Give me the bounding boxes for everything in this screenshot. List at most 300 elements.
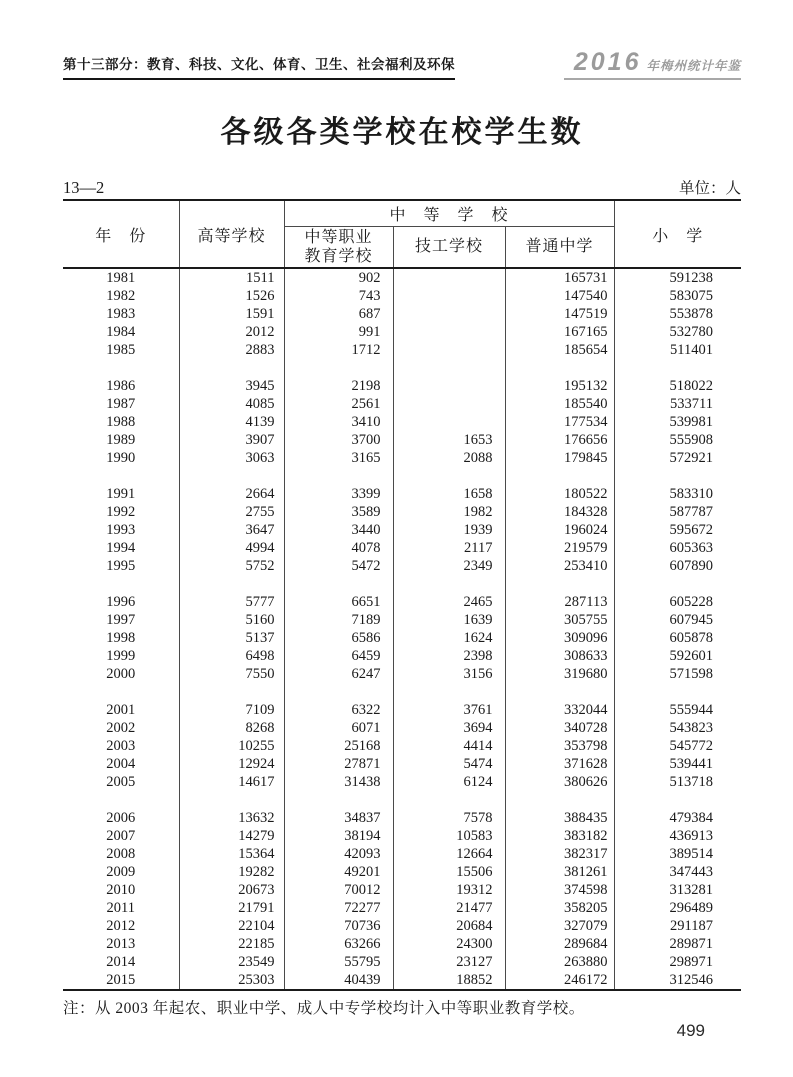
empty-cell	[179, 359, 284, 377]
value-cell: 7189	[284, 611, 393, 629]
value-cell: 3156	[393, 665, 505, 683]
year-cell: 2005	[63, 773, 179, 791]
value-cell: 7109	[179, 701, 284, 719]
value-cell: 6498	[179, 647, 284, 665]
value-cell: 12924	[179, 755, 284, 773]
year-cell: 2008	[63, 845, 179, 863]
year-cell: 1981	[63, 268, 179, 287]
group-separator-row	[63, 359, 741, 377]
value-cell: 55795	[284, 953, 393, 971]
col-header-regular-secondary: 普通中学	[505, 226, 614, 268]
value-cell: 24300	[393, 935, 505, 953]
table-row	[63, 953, 741, 971]
year-cell: 1986	[63, 377, 179, 395]
value-cell: 3907	[179, 431, 284, 449]
value-cell: 555944	[669, 702, 714, 718]
value-cell: 327079	[505, 917, 614, 935]
value-cell: 309096	[505, 629, 614, 647]
group-separator-row	[63, 575, 741, 593]
table-row	[63, 917, 741, 935]
value-cell: 298971	[669, 954, 714, 970]
value-cell: 571598	[669, 666, 714, 682]
empty-cell	[179, 575, 284, 593]
value-cell: 511401	[670, 342, 714, 358]
value-cell	[393, 413, 505, 431]
year-cell: 1983	[63, 305, 179, 323]
table-row	[63, 719, 741, 737]
table-row	[63, 341, 741, 359]
year-cell: 2015	[63, 971, 179, 990]
value-cell: 40439	[284, 971, 393, 990]
empty-cell	[179, 683, 284, 701]
table-row	[63, 701, 741, 719]
table-row	[63, 449, 741, 467]
value-cell: 167165	[505, 323, 614, 341]
empty-cell	[614, 791, 741, 809]
value-cell: 4139	[179, 413, 284, 431]
value-cell: 539441	[669, 756, 714, 772]
table-body	[63, 268, 741, 990]
value-cell: 13632	[179, 809, 284, 827]
value-cell: 179845	[505, 449, 614, 467]
table-row	[63, 485, 741, 503]
col-header-secondary-vocational-line2: 教育学校	[304, 247, 373, 265]
value-cell: 389514	[669, 846, 714, 862]
table-row	[63, 268, 741, 287]
value-cell: 10583	[393, 827, 505, 845]
value-cell: 2012	[179, 323, 284, 341]
yearbook-logo-name: 年梅州统计年鉴	[646, 59, 741, 73]
value-cell: 14279	[179, 827, 284, 845]
value-cell: 1526	[179, 287, 284, 305]
year-cell: 2006	[63, 809, 179, 827]
value-cell: 381261	[505, 863, 614, 881]
table-row	[63, 971, 741, 990]
year-cell: 1993	[63, 521, 179, 539]
value-cell: 3589	[284, 503, 393, 521]
value-cell: 539981	[669, 414, 714, 430]
value-cell: 4414	[393, 737, 505, 755]
value-cell: 72277	[284, 899, 393, 917]
year-cell: 1990	[63, 449, 179, 467]
value-cell: 1624	[393, 629, 505, 647]
table-row	[63, 899, 741, 917]
value-cell	[393, 341, 505, 359]
table-row	[63, 737, 741, 755]
value-cell: 253410	[505, 557, 614, 575]
value-cell: 6586	[284, 629, 393, 647]
table-row	[63, 521, 741, 539]
year-cell: 2000	[63, 665, 179, 683]
empty-cell	[179, 467, 284, 485]
value-cell: 63266	[284, 935, 393, 953]
col-header-secondary-vocational-line1: 中等职业	[304, 228, 373, 246]
table-row	[63, 755, 741, 773]
table-row	[63, 593, 741, 611]
empty-cell	[63, 359, 179, 377]
empty-cell	[284, 575, 393, 593]
value-cell: 20684	[393, 917, 505, 935]
value-cell: 1653	[393, 431, 505, 449]
table-row	[63, 827, 741, 845]
value-cell: 332044	[505, 701, 614, 719]
value-cell: 687	[284, 305, 393, 323]
table-row	[63, 665, 741, 683]
value-cell: 38194	[284, 827, 393, 845]
value-cell: 1511	[179, 268, 284, 287]
value-cell: 555908	[669, 432, 714, 448]
value-cell: 147519	[505, 305, 614, 323]
value-cell: 4994	[179, 539, 284, 557]
empty-cell	[505, 683, 614, 701]
value-cell: 23127	[393, 953, 505, 971]
value-cell: 1712	[284, 341, 393, 359]
value-cell: 70736	[284, 917, 393, 935]
value-cell: 543823	[669, 720, 714, 736]
empty-cell	[614, 359, 741, 377]
value-cell: 607890	[669, 558, 714, 574]
value-cell	[393, 268, 505, 287]
value-cell: 19312	[393, 881, 505, 899]
value-cell: 3945	[179, 377, 284, 395]
value-cell: 289684	[505, 935, 614, 953]
value-cell: 2398	[393, 647, 505, 665]
value-cell: 3440	[284, 521, 393, 539]
value-cell: 605228	[669, 594, 714, 610]
value-cell: 185654	[505, 341, 614, 359]
empty-cell	[284, 467, 393, 485]
value-cell: 313281	[669, 882, 714, 898]
table-row	[63, 539, 741, 557]
value-cell: 34837	[284, 809, 393, 827]
value-cell: 3063	[179, 449, 284, 467]
value-cell: 6459	[284, 647, 393, 665]
value-cell: 196024	[505, 521, 614, 539]
value-cell: 743	[284, 287, 393, 305]
table-row	[63, 395, 741, 413]
year-cell: 1996	[63, 593, 179, 611]
year-cell: 1999	[63, 647, 179, 665]
value-cell: 436913	[669, 828, 714, 844]
page-number: 499	[676, 1021, 705, 1040]
value-cell: 6651	[284, 593, 393, 611]
year-cell: 1984	[63, 323, 179, 341]
value-cell: 4078	[284, 539, 393, 557]
table-row	[63, 845, 741, 863]
empty-cell	[505, 575, 614, 593]
value-cell: 176656	[505, 431, 614, 449]
value-cell: 7578	[393, 809, 505, 827]
value-cell: 2117	[393, 539, 505, 557]
value-cell: 25168	[284, 737, 393, 755]
year-cell: 2002	[63, 719, 179, 737]
yearbook-logo	[564, 50, 741, 80]
empty-cell	[505, 791, 614, 809]
value-cell: 308633	[505, 647, 614, 665]
year-cell: 1987	[63, 395, 179, 413]
value-cell: 6071	[284, 719, 393, 737]
value-cell: 6124	[393, 773, 505, 791]
value-cell: 22185	[179, 935, 284, 953]
value-cell: 12664	[393, 845, 505, 863]
value-cell: 591238	[669, 270, 714, 286]
value-cell: 289871	[669, 936, 714, 952]
value-cell: 180522	[505, 485, 614, 503]
col-header-primary-school: 小 学	[614, 200, 741, 268]
value-cell	[393, 377, 505, 395]
empty-cell	[284, 791, 393, 809]
value-cell: 358205	[505, 899, 614, 917]
value-cell: 2349	[393, 557, 505, 575]
group-separator-row	[63, 791, 741, 809]
empty-cell	[284, 683, 393, 701]
empty-cell	[393, 791, 505, 809]
statistics-table	[63, 199, 741, 991]
empty-cell	[63, 575, 179, 593]
value-cell: 6322	[284, 701, 393, 719]
year-cell: 1995	[63, 557, 179, 575]
value-cell: 42093	[284, 845, 393, 863]
table-row	[63, 935, 741, 953]
year-cell: 2013	[63, 935, 179, 953]
value-cell: 21791	[179, 899, 284, 917]
table-row	[63, 377, 741, 395]
year-cell: 1998	[63, 629, 179, 647]
value-cell: 3761	[393, 701, 505, 719]
table-row	[63, 287, 741, 305]
year-cell: 2014	[63, 953, 179, 971]
value-cell: 3165	[284, 449, 393, 467]
value-cell: 177534	[505, 413, 614, 431]
empty-cell	[179, 791, 284, 809]
yearbook-logo-year: 2016	[573, 48, 642, 76]
year-cell: 1988	[63, 413, 179, 431]
table-row	[63, 629, 741, 647]
unit-label: 单位：人	[678, 180, 741, 197]
group-separator-row	[63, 467, 741, 485]
value-cell: 25303	[179, 971, 284, 990]
empty-cell	[63, 791, 179, 809]
value-cell: 185540	[505, 395, 614, 413]
empty-cell	[63, 683, 179, 701]
year-cell: 1994	[63, 539, 179, 557]
table-row	[63, 431, 741, 449]
value-cell	[393, 287, 505, 305]
value-cell	[393, 305, 505, 323]
empty-cell	[393, 683, 505, 701]
value-cell: 4085	[179, 395, 284, 413]
empty-cell	[614, 575, 741, 593]
value-cell: 2465	[393, 593, 505, 611]
value-cell: 532780	[669, 324, 714, 340]
value-cell: 296489	[669, 900, 714, 916]
value-cell: 583310	[669, 486, 714, 502]
value-cell: 595672	[669, 522, 714, 538]
col-header-year: 年 份	[63, 200, 179, 268]
value-cell: 15506	[393, 863, 505, 881]
value-cell: 553878	[669, 306, 714, 322]
value-cell: 545772	[669, 738, 714, 754]
value-cell: 382317	[505, 845, 614, 863]
empty-cell	[393, 575, 505, 593]
year-cell: 2003	[63, 737, 179, 755]
section-title: 第十三部分：教育、科技、文化、体育、卫生、社会福利及环保	[63, 53, 455, 80]
value-cell: 592601	[669, 648, 714, 664]
value-cell: 19282	[179, 863, 284, 881]
value-cell: 10255	[179, 737, 284, 755]
table-row	[63, 647, 741, 665]
value-cell: 371628	[505, 755, 614, 773]
value-cell	[393, 323, 505, 341]
value-cell: 347443	[669, 864, 714, 880]
value-cell: 165731	[505, 268, 614, 287]
value-cell: 1982	[393, 503, 505, 521]
value-cell: 380626	[505, 773, 614, 791]
year-cell: 2012	[63, 917, 179, 935]
value-cell: 6247	[284, 665, 393, 683]
table-meta	[63, 176, 741, 198]
value-cell: 263880	[505, 953, 614, 971]
value-cell: 22104	[179, 917, 284, 935]
year-cell: 1989	[63, 431, 179, 449]
value-cell: 20673	[179, 881, 284, 899]
value-cell: 2883	[179, 341, 284, 359]
group-separator-row	[63, 683, 741, 701]
table-row	[63, 305, 741, 323]
empty-cell	[614, 467, 741, 485]
value-cell: 5472	[284, 557, 393, 575]
value-cell: 2198	[284, 377, 393, 395]
value-cell: 7550	[179, 665, 284, 683]
table-row	[63, 413, 741, 431]
table-row	[63, 863, 741, 881]
value-cell: 1639	[393, 611, 505, 629]
col-header-higher-education: 高等学校	[179, 200, 284, 268]
value-cell: 3647	[179, 521, 284, 539]
value-cell: 49201	[284, 863, 393, 881]
value-cell: 3410	[284, 413, 393, 431]
table-row	[63, 881, 741, 899]
table-row	[63, 557, 741, 575]
value-cell: 5752	[179, 557, 284, 575]
year-cell: 2011	[63, 899, 179, 917]
value-cell: 479384	[669, 810, 714, 826]
value-cell: 605878	[669, 630, 714, 646]
year-cell: 1985	[63, 341, 179, 359]
year-cell: 2010	[63, 881, 179, 899]
table-row	[63, 503, 741, 521]
footnote: 注：从 2003 年起农、职业中学、成人中专学校均计入中等职业教育学校。	[63, 1000, 585, 1017]
value-cell: 3399	[284, 485, 393, 503]
value-cell: 319680	[505, 665, 614, 683]
empty-cell	[63, 467, 179, 485]
value-cell: 23549	[179, 953, 284, 971]
value-cell: 5474	[393, 755, 505, 773]
col-header-secondary-schools-group: 中 等 学 校	[284, 200, 614, 226]
value-cell: 5777	[179, 593, 284, 611]
year-cell: 1992	[63, 503, 179, 521]
year-cell: 2009	[63, 863, 179, 881]
value-cell: 291187	[670, 918, 714, 934]
value-cell: 3694	[393, 719, 505, 737]
value-cell: 27871	[284, 755, 393, 773]
page-title: 各级各类学校在校学生数	[220, 116, 584, 149]
table-row	[63, 809, 741, 827]
value-cell: 340728	[505, 719, 614, 737]
col-header-secondary-vocational	[284, 226, 393, 268]
value-cell: 246172	[505, 971, 614, 990]
value-cell: 14617	[179, 773, 284, 791]
value-cell	[393, 395, 505, 413]
value-cell: 2664	[179, 485, 284, 503]
value-cell: 305755	[505, 611, 614, 629]
value-cell: 388435	[505, 809, 614, 827]
value-cell: 8268	[179, 719, 284, 737]
year-cell: 1991	[63, 485, 179, 503]
year-cell: 1982	[63, 287, 179, 305]
empty-cell	[614, 683, 741, 701]
table-number: 13—2	[63, 178, 105, 197]
year-cell: 2007	[63, 827, 179, 845]
value-cell: 2755	[179, 503, 284, 521]
value-cell: 2561	[284, 395, 393, 413]
year-cell: 2001	[63, 701, 179, 719]
value-cell: 1658	[393, 485, 505, 503]
value-cell: 374598	[505, 881, 614, 899]
running-header	[63, 0, 741, 80]
value-cell: 312546	[669, 972, 714, 988]
value-cell: 287113	[505, 593, 614, 611]
value-cell: 518022	[669, 378, 714, 394]
value-cell: 15364	[179, 845, 284, 863]
table-row	[63, 611, 741, 629]
year-cell: 1997	[63, 611, 179, 629]
table-row	[63, 323, 741, 341]
value-cell: 572921	[669, 450, 714, 466]
value-cell: 147540	[505, 287, 614, 305]
value-cell: 184328	[505, 503, 614, 521]
value-cell: 2088	[393, 449, 505, 467]
value-cell: 533711	[670, 396, 714, 412]
table-row	[63, 773, 741, 791]
empty-cell	[505, 359, 614, 377]
value-cell: 587787	[669, 504, 714, 520]
value-cell: 70012	[284, 881, 393, 899]
year-cell: 2004	[63, 755, 179, 773]
value-cell: 21477	[393, 899, 505, 917]
empty-cell	[393, 467, 505, 485]
value-cell: 1591	[179, 305, 284, 323]
value-cell: 219579	[505, 539, 614, 557]
value-cell: 583075	[669, 288, 714, 304]
empty-cell	[284, 359, 393, 377]
value-cell: 31438	[284, 773, 393, 791]
value-cell: 5137	[179, 629, 284, 647]
value-cell: 902	[284, 268, 393, 287]
table-header	[63, 200, 741, 268]
value-cell: 353798	[505, 737, 614, 755]
value-cell: 607945	[669, 612, 714, 628]
value-cell: 195132	[505, 377, 614, 395]
value-cell: 5160	[179, 611, 284, 629]
value-cell: 3700	[284, 431, 393, 449]
empty-cell	[393, 359, 505, 377]
value-cell: 991	[284, 323, 393, 341]
value-cell: 605363	[669, 540, 714, 556]
col-header-technical-school: 技工学校	[393, 226, 505, 268]
value-cell: 383182	[505, 827, 614, 845]
value-cell: 18852	[393, 971, 505, 990]
